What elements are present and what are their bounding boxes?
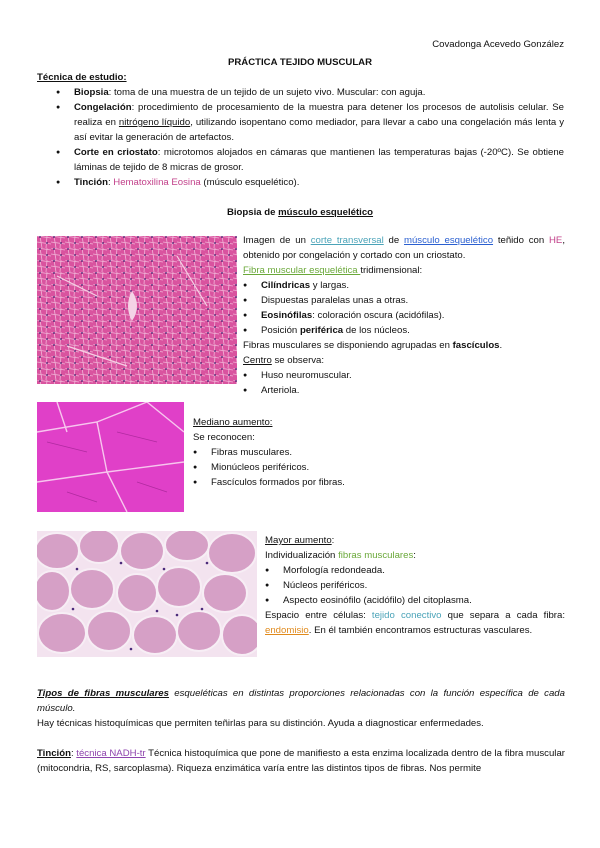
list-item: ● Mionúcleos periféricos. (193, 460, 493, 475)
list-item: ● Núcleos periféricos. (265, 578, 565, 593)
list-item: ● Fascículos formados por fibras. (193, 475, 493, 490)
page-title: PRÁCTICA TEJIDO MUSCULAR (227, 57, 373, 68)
center-list (243, 368, 565, 398)
histology-image-high (37, 531, 257, 657)
list-item: ● Congelación: procedimiento de procesamiento de la muestra para detener los procesos de autolisis celular. Se realiza en nitrógeno líquido, utilizando isopentano como mediador, para llevar a cabo una congelación más lenta y así evitar la generación de artefactos. (56, 100, 564, 145)
high-heading: Mayor aumento (265, 535, 332, 546)
medium-magnification-text: Mediano aumento: Se reconocen: ● Fibras musculares. ● Mionúcleos periféricos. ● Fascículos formados por fibras. (193, 415, 493, 490)
fiber-properties-list (243, 278, 565, 338)
tincion-paragraph: Tinción: técnica NADH-tr Técnica histoquímica que pone de manifiesto a esta enzima localizada dentro de la fibra muscular (mitocondria, RS, sarcoplasma). Riqueza enzimática varía entre las distintos tipos de fibras. Nos permite (37, 748, 565, 774)
fiber-types-paragraph: Tipos de fibras musculares esqueléticas en distintas proporciones relacionadas con la función específica de cada músculo. (37, 688, 565, 714)
medium-list (193, 445, 493, 490)
histology-image-low (37, 236, 237, 384)
technique-list (56, 85, 564, 190)
nitrogen-link: nitrógeno líquido (118, 117, 191, 128)
list-item: ● Posición periférica de los núcleos. (243, 323, 565, 338)
author-name: Covadonga Acevedo González (432, 39, 564, 50)
low-magnification-text: Imagen de un corte transversal de músculo esquelético teñido con HE, obtenido por congelación y cortado con un criostato. Fibra muscular esquelética tridimensional: ● Cilíndricas y largas. ● Dispuestas paralelas unas a otras. ● Eosinófilas: coloración oscura (acidófilas). ● Posición periférica de los núcleos. Fibras musculares se disponiendo agrupadas en fascículos. Centro se observa: ● Huso neuromuscular. ● Arteriola. (243, 233, 565, 398)
list-item: ● Cilíndricas y largas. (243, 278, 565, 293)
list-item: ● Aspecto eosinófilo (acidófilo) del citoplasma. (265, 593, 565, 608)
list-item: ● Biopsia: toma de una muestra de un tejido de un sujeto vivo. Muscular: con aguja. (56, 85, 564, 100)
list-item: ● Arteriola. (243, 383, 565, 398)
high-magnification-text: Mayor aumento: Individualización fibras musculares: ● Morfología redondeada. ● Núcleos periféricos. ● Aspecto eosinófilo (acidófilo) del citoplasma. Espacio entre células: tejido conectivo que separa a cada fibra: endomisio. En él también encontramos estructuras vasculares. (265, 533, 565, 638)
biopsy-title: Biopsia de músculo esquelético (226, 207, 374, 218)
list-item: ● Eosinófilas: coloración oscura (acidófilas). (243, 308, 565, 323)
list-item: ● Fibras musculares. (193, 445, 493, 460)
list-item: ● Morfología redondeada. (265, 563, 565, 578)
medium-heading: Mediano aumento: (193, 417, 273, 428)
histology-image-medium (37, 402, 184, 512)
technique-heading: Técnica de estudio: (37, 72, 127, 83)
list-item: ● Tinción: Hematoxilina Eosina (músculo esquelético). (56, 175, 564, 190)
list-item: ● Dispuestas paralelas unas a otras. (243, 293, 565, 308)
high-list (265, 563, 565, 608)
list-item: ● Corte en criostato: microtomos alojados en cámaras que mantienen las temperaturas bajas (-20ºC). Se obtiene láminas de tejido de 8 micras de grosor. (56, 145, 564, 175)
list-item: ● Huso neuromuscular. (243, 368, 565, 383)
histochem-paragraph: Hay técnicas histoquímicas que permiten teñirlas para su distinción. Ayuda a diagnosticar enfermedades. (37, 718, 484, 729)
